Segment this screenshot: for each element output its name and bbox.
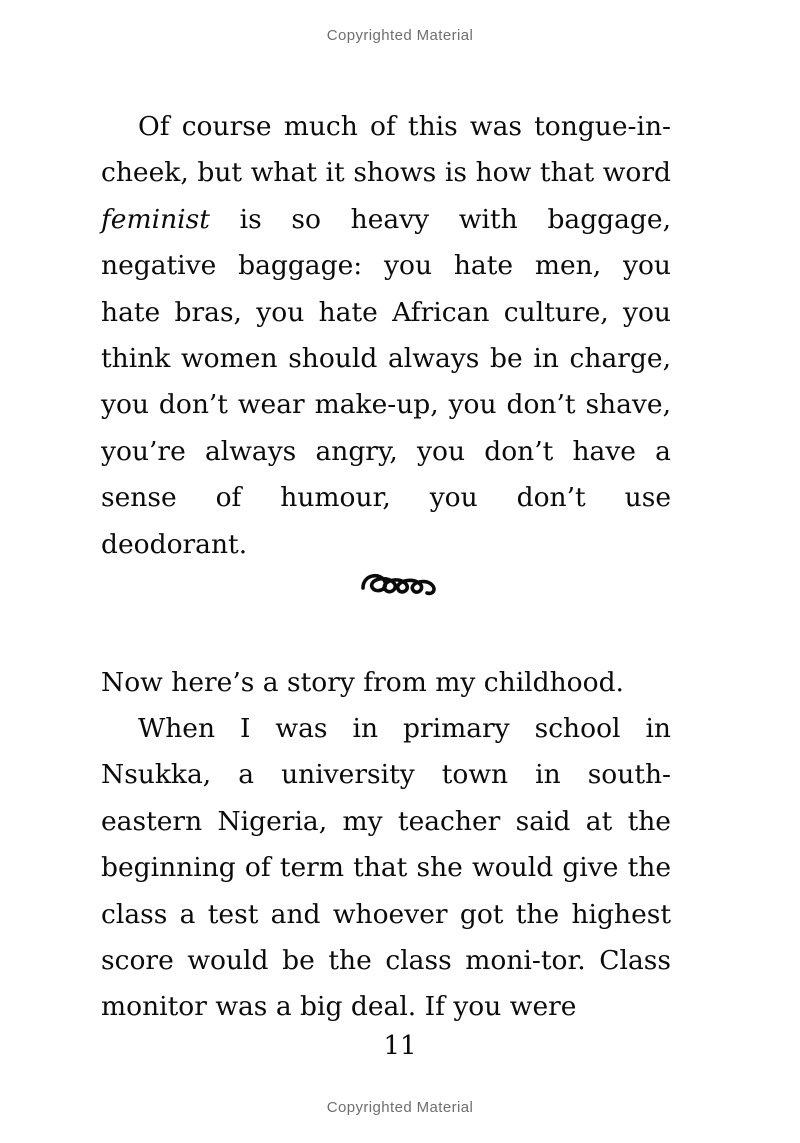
paragraph-block-two xyxy=(101,660,671,706)
paragraph-block-one xyxy=(101,104,671,568)
copyright-watermark-top: Copyrighted Material xyxy=(326,27,474,44)
paragraph-one xyxy=(101,104,671,568)
paragraph-one-text-b: is so heavy with baggage, negative baggage: you hate men, you hate bras, you hate African culture, you think women should always be in charge, you don’t wear make-up, you don’t shave, you’re always angry, you don’t have a sense of humour, you don’t use deodorant. xyxy=(101,203,671,560)
paragraph-one-emphasis: feminist xyxy=(101,203,210,235)
paragraph-one-text-a: Of course much of this was tongue-in-cheek, but what it shows is how that word xyxy=(101,111,671,189)
paragraph-three: When I was in primary school in Nsukka, a university town in south-eastern Nigeria, my teacher said at the beginning of term that she would give the class a test and whoever got the highest score would be the class moni-tor. Class monitor was a big deal. If you were xyxy=(101,713,671,1023)
copyright-watermark-bottom: Copyrighted Material xyxy=(326,1099,474,1116)
paragraph-block-three xyxy=(101,706,671,1031)
squiggle-ornament xyxy=(0,558,800,606)
page-number: 11 xyxy=(383,1031,417,1061)
paragraph-two: Now here’s a story from my childhood. xyxy=(101,667,624,698)
